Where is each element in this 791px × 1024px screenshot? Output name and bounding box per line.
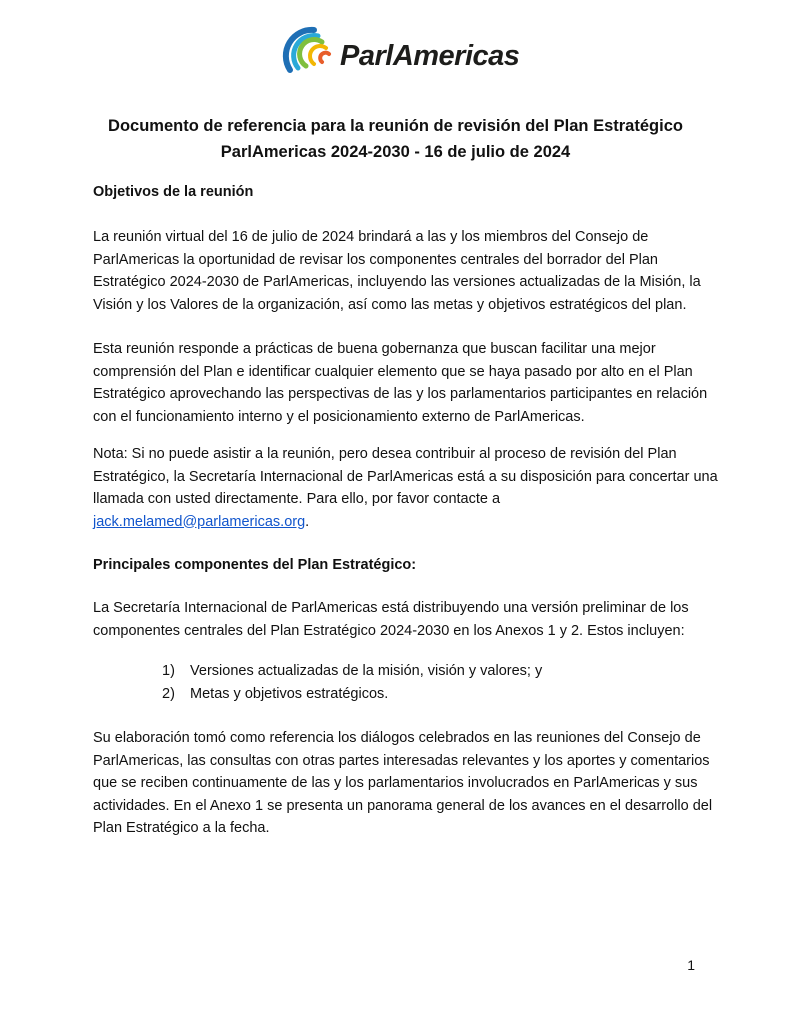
list-text: Metas y objetivos estratégicos. (190, 686, 389, 702)
text-line: La reunión virtual del 16 de julio de 2024 brindará a las y los miembros del Consejo de (93, 229, 649, 245)
text-line: actividades. En el Anexo 1 se presenta un panorama general de los avances en el desarrollo del (93, 797, 713, 814)
text-line: Plan Estratégico a la fecha. (93, 820, 270, 836)
text-line: Nota: Si no puede asistir a la reunión, pero desea contribuir al proceso de revisión del Plan (93, 446, 677, 462)
email-link[interactable]: jack.melamed@parlamericas.org (93, 513, 306, 530)
paragraph-objetivos-2 (93, 338, 713, 428)
paragraph-nota (93, 443, 718, 533)
paragraph-componentes-2 (93, 727, 713, 840)
list-number: 2) (162, 686, 175, 702)
section-heading-objetivos: Objetivos de la reunión (93, 184, 254, 200)
email-suffix: . (305, 513, 310, 530)
email-line (93, 511, 713, 534)
document-title-line-1: Documento de referencia para la reunión de revisión del Plan Estratégico (108, 117, 683, 135)
document-title-line-2: ParlAmericas 2024-2030 - 16 de julio de 2024 (220, 143, 571, 161)
text-line: Estratégico, la Secretaría Internacional de ParlAmericas está a su disposición para concertar una (93, 468, 718, 485)
list-item (162, 660, 542, 683)
text-line: Visión y los Valores de la organización, así como las metas y objetivos estratégicos del plan. (93, 296, 687, 313)
list-item (162, 683, 388, 706)
text-line: Esta reunión responde a prácticas de buena gobernanza que buscan facilitar una mejor (93, 341, 656, 357)
text-line: La Secretaría Internacional de ParlAmericas está distribuyendo una versión preliminar de los (93, 600, 689, 616)
list-text: Versiones actualizadas de la misión, visión y valores; y (190, 663, 543, 679)
logo-text: ParlAmericas (340, 40, 520, 72)
text-line: ParlAmericas, las consultas con otras partes interesadas relevantes y los aportes y comentarios (93, 752, 710, 769)
list-number: 1) (162, 663, 175, 679)
parlamericas-logo (280, 24, 520, 86)
text-line: llamada con usted directamente. Para ello, por favor contacte a (93, 491, 501, 507)
section-heading-componentes: Principales componentes del Plan Estratégico: (93, 557, 417, 573)
text-line: Estratégico 2024-2030 de ParlAmericas, incluyendo las versiones actualizadas de la Misión, la (93, 274, 701, 290)
text-line: con el funcionamiento interno y el posicionamiento externo de ParlAmericas. (93, 408, 585, 425)
text-line: Su elaboración tomó como referencia los diálogos celebrados en las reuniones del Consejo de (93, 730, 701, 746)
text-line: comprensión del Plan e identificar cualquier elemento que se haya pasado por alto en el Plan (93, 363, 693, 380)
text-line: que se reciben continuamente de las y los parlamentarios involucrados en ParlAmericas y sus (93, 775, 698, 791)
page-number: 1 (687, 957, 695, 973)
paragraph-componentes-1 (93, 597, 713, 642)
text-line: ParlAmericas la oportunidad de revisar los componentes centrales del borrador del Plan (93, 251, 658, 268)
text-line: Estratégico aprovechando las perspectivas de las y los parlamentarios participantes en relación (93, 386, 708, 402)
text-line: componentes centrales del Plan Estratégico 2024-2030 en los Anexos 1 y 2. Estos incluyen: (93, 622, 685, 639)
paragraph-objetivos-1 (93, 226, 713, 316)
